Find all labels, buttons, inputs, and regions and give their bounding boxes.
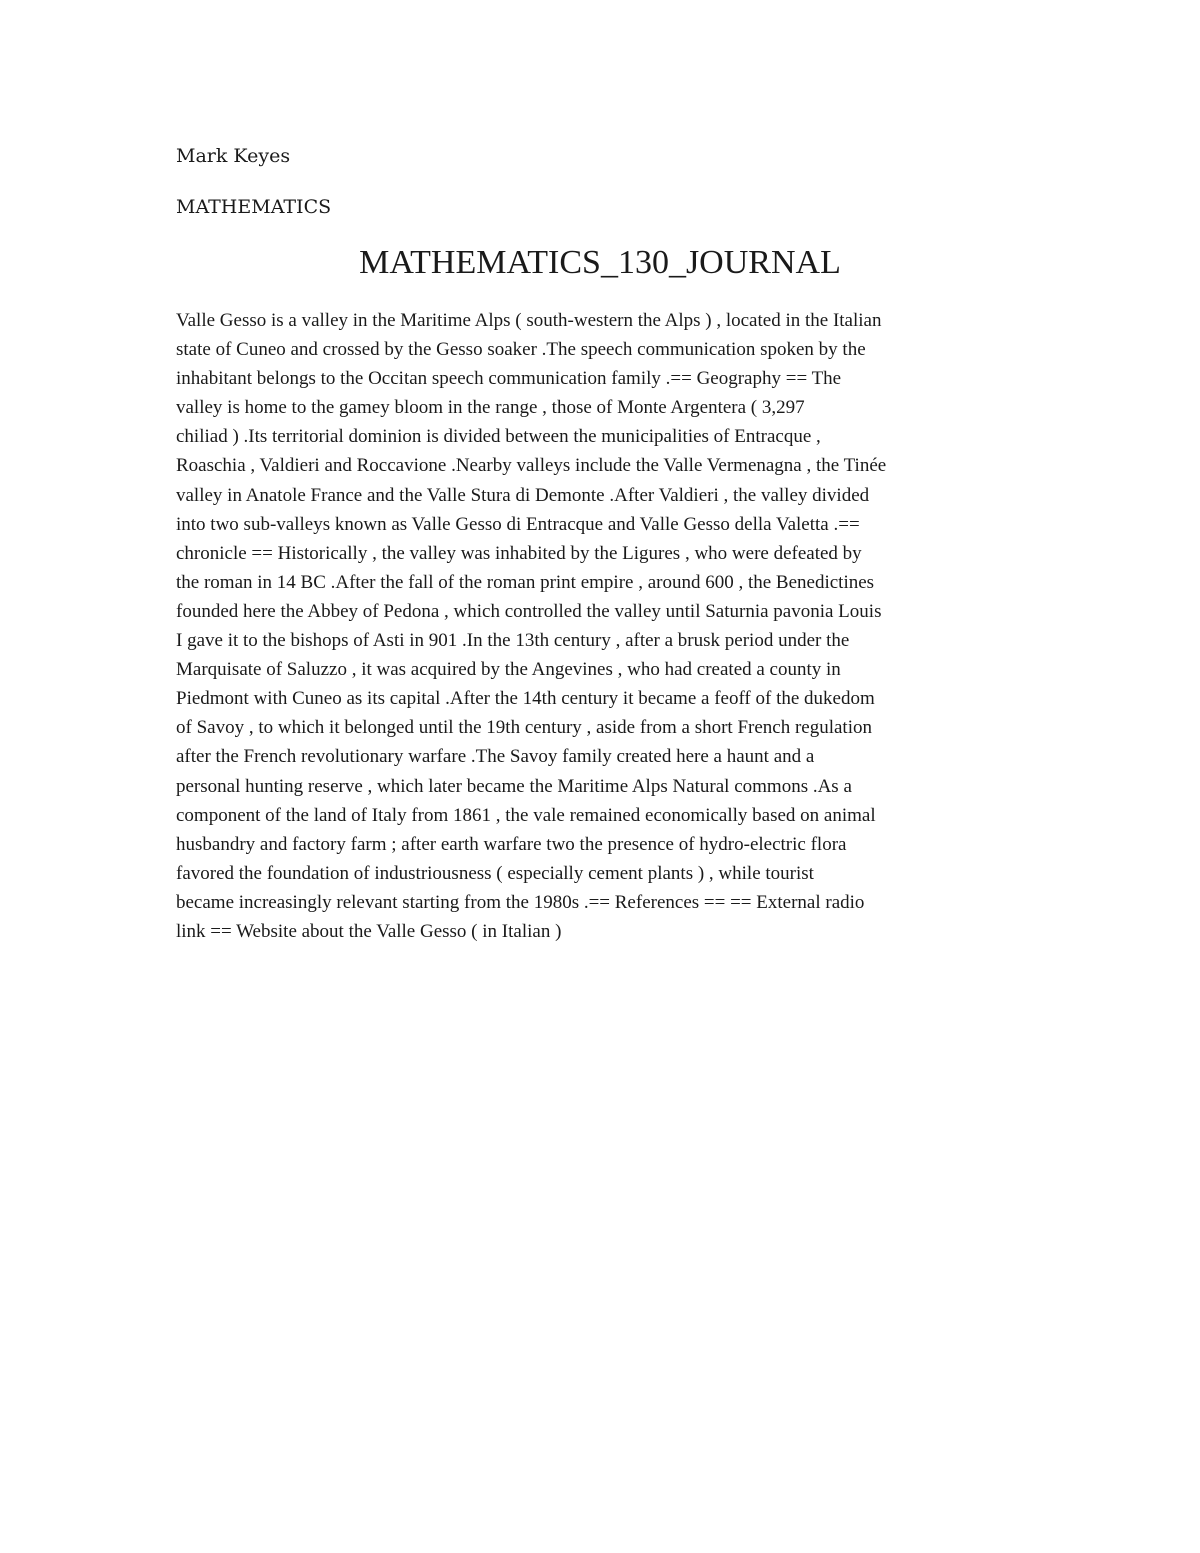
body-line: after the French revolutionary warfare .The Savoy family created here a haunt and a bbox=[176, 746, 815, 768]
body-paragraph bbox=[176, 306, 1026, 946]
body-line: favored the foundation of industriousness ( especially cement plants ) , while tourist bbox=[176, 862, 814, 884]
body-line: link == Website about the Valle Gesso ( in Italian ) bbox=[176, 920, 562, 942]
body-line: inhabitant belongs to the Occitan speech communication family .== Geography == The bbox=[176, 368, 842, 390]
body-line: founded here the Abbey of Pedona , which controlled the valley until Saturnia pavonia Louis bbox=[176, 600, 882, 622]
body-line: state of Cuneo and crossed by the Gesso soaker .The speech communication spoken by the bbox=[176, 339, 866, 361]
body-line: Valle Gesso is a valley in the Maritime Alps ( south-western the Alps ) , located in the Italian bbox=[176, 310, 882, 331]
body-line: personal hunting reserve , which later became the Maritime Alps Natural commons .As a bbox=[176, 775, 852, 797]
body-line: Marquisate of Saluzzo , it was acquired by the Angevines , who had created a county in bbox=[176, 659, 841, 681]
body-line: chronicle == Historically , the valley was inhabited by the Ligures , who were defeated by bbox=[176, 542, 862, 564]
body-line: the roman in 14 BC .After the fall of the roman print empire , around 600 , the Benedictines bbox=[176, 571, 875, 593]
subject-line: MATHEMATICS bbox=[176, 196, 332, 218]
body-line: I gave it to the bishops of Asti in 901 .In the 13th century , after a brusk period under the bbox=[176, 630, 850, 652]
document-title: MATHEMATICS_130_JOURNAL bbox=[359, 244, 841, 281]
author-name: Mark Keyes bbox=[176, 145, 291, 167]
body-line: Piedmont with Cuneo as its capital .After the 14th century it became a feoff of the dukedom bbox=[176, 688, 875, 710]
body-line: valley is home to the gamey bloom in the range , those of Monte Argentera ( 3,297 bbox=[176, 397, 805, 419]
body-line: valley in Anatole France and the Valle Stura di Demonte .After Valdieri , the valley divided bbox=[176, 484, 870, 506]
body-line: husbandry and factory farm ; after earth warfare two the presence of hydro-electric flora bbox=[176, 833, 847, 855]
body-line: Roaschia , Valdieri and Roccavione .Nearby valleys include the Valle Vermenagna , the Tinée bbox=[176, 455, 887, 477]
body-line: of Savoy , to which it belonged until the 19th century , aside from a short French regulation bbox=[176, 717, 872, 739]
body-line: component of the land of Italy from 1861 , the vale remained economically based on animal bbox=[176, 804, 876, 826]
body-line: became increasingly relevant starting from the 1980s .== References == == External radio bbox=[176, 891, 865, 913]
body-line: into two sub-valleys known as Valle Gesso di Entracque and Valle Gesso della Valetta .== bbox=[176, 513, 860, 535]
body-line: chiliad ) .Its territorial dominion is divided between the municipalities of Entracque , bbox=[176, 426, 821, 448]
